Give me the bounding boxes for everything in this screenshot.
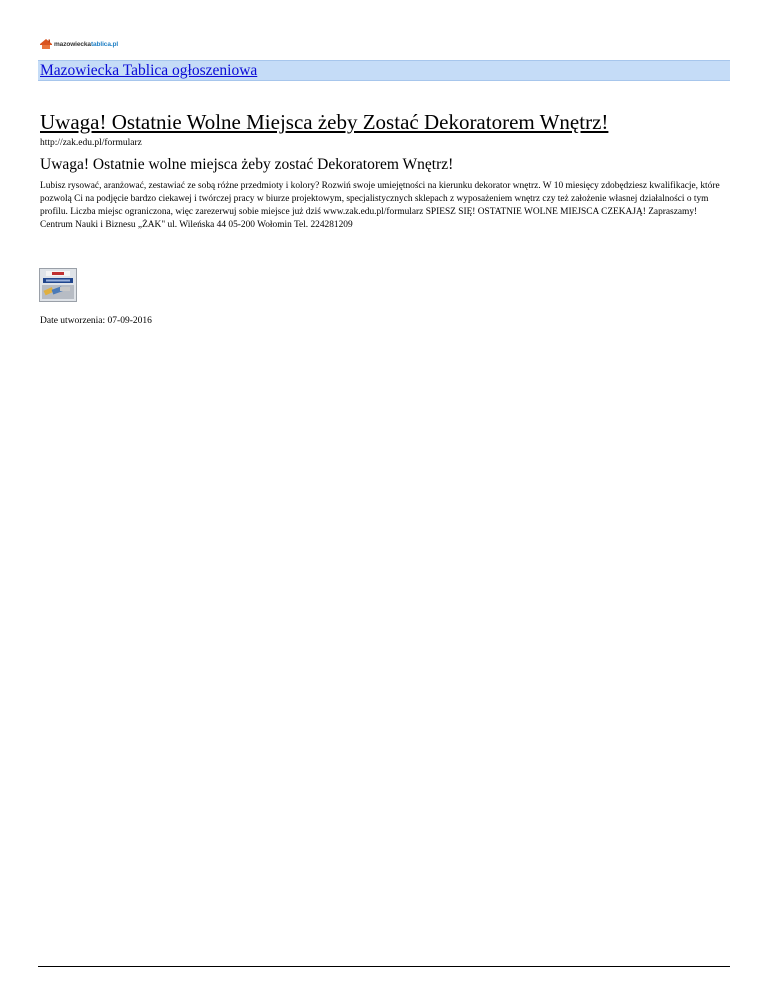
article-title[interactable]: Uwaga! Ostatnie Wolne Miejsca żeby Zostać Dekoratorem Wnętrz! xyxy=(40,110,609,134)
site-logo[interactable] xyxy=(40,37,118,51)
creation-date: Date utworzenia: 07-09-2016 xyxy=(40,316,152,326)
house-roof-icon xyxy=(40,39,52,49)
ad-thumbnail-image[interactable] xyxy=(39,268,77,302)
article-body: Lubisz rysować, aranżować, zestawiać ze sobą różne przedmioty i kolory? Rozwiń swoje umiejętności na kierunku dekorator wnętrz. W 10 miesięcy zdobędziesz kwalifikacje, które pozwolą Ci na podjęcie bardzo ciekawej i twórczej pracy w biurze projektowym, specjalistycznych sklepach z wyposażeniem wnętrz czy też założenie własnej działalności o tym profilu. Liczba miejsc ograniczona, więc zarezerwuj sobie miejsce już dziś www.zak.edu.pl/formularz SPIESZ SIĘ! OSTATNIE WOLNE MIEJSCA CZEKAJĄ! Zapraszamy! Centrum Nauki i Biznesu „ŻAK" ul. Wileńska 44 05-200 Wołomin Tel. 224281209 xyxy=(40,181,720,230)
logo-text: mazowieckatablica.pl xyxy=(54,40,119,48)
article-url: http://zak.edu.pl/formularz xyxy=(40,138,142,148)
board-bar xyxy=(38,60,730,81)
article-subtitle: Uwaga! Ostatnie wolne miejsca żeby zostać Dekoratorem Wnętrz! xyxy=(40,156,454,173)
footer-divider xyxy=(38,966,730,967)
board-link[interactable]: Mazowiecka Tablica ogłoszeniowa xyxy=(40,62,258,79)
